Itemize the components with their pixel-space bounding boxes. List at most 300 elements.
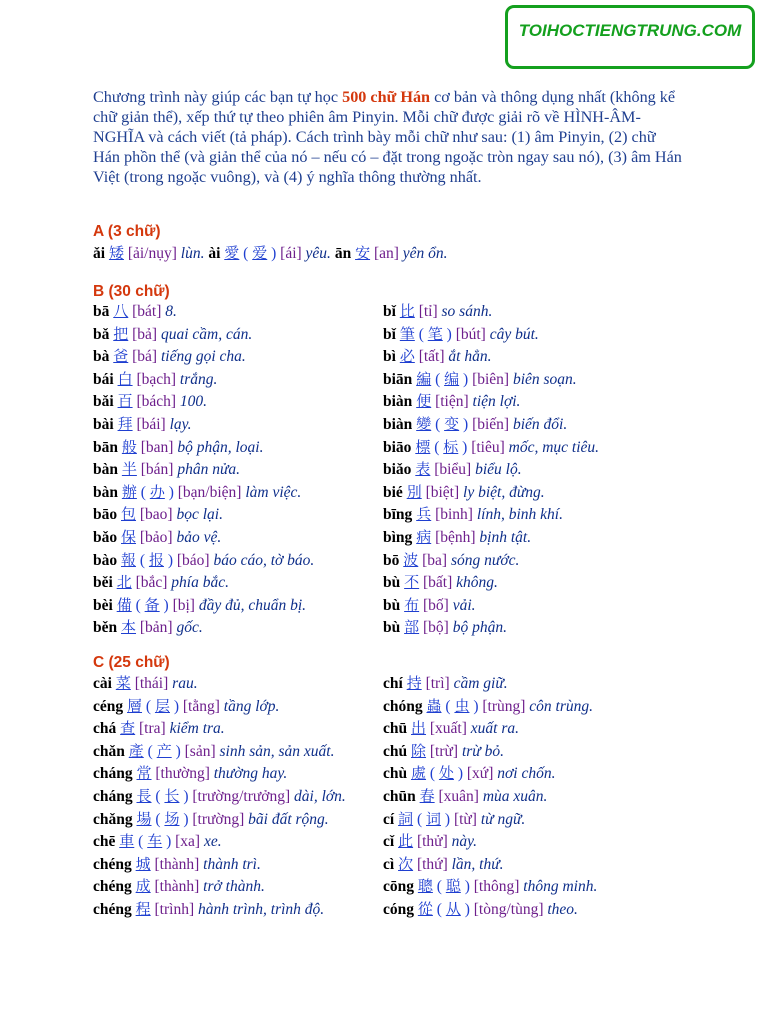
meaning: sinh sản, sản xuất. — [219, 742, 335, 760]
hanzi-link: 城 — [135, 854, 151, 873]
dictionary-entry — [383, 503, 599, 526]
meaning: lần, thứ. — [451, 855, 504, 873]
paren-close: ) — [159, 596, 169, 614]
paren-close: ) — [169, 697, 180, 715]
paren-open: ( — [426, 765, 439, 783]
dictionary-entry — [383, 594, 599, 617]
hanzi-link: 程 — [135, 899, 151, 918]
dictionary-entry — [383, 740, 597, 763]
meaning: làm việc. — [245, 483, 302, 501]
simplified-hanzi-link: 标 — [443, 437, 459, 456]
simplified-hanzi-link: 从 — [445, 899, 461, 918]
meaning: không. — [456, 574, 498, 592]
paren-open: ( — [142, 697, 155, 715]
han-viet-reading: [bệnh] — [435, 528, 476, 546]
meaning: phía bắc. — [171, 574, 229, 592]
paren-open: ( — [431, 370, 445, 388]
pinyin: bì — [383, 348, 396, 366]
dictionary-entry — [93, 717, 346, 740]
hanzi-link: 變 — [416, 414, 432, 433]
pinyin: cǐ — [383, 833, 395, 851]
paren-open: ( — [131, 596, 145, 614]
pinyin: bǎo — [93, 528, 118, 546]
dictionary-entry — [93, 481, 314, 504]
paren-close: ) — [460, 878, 470, 896]
hanzi-link: 辦 — [121, 482, 137, 501]
han-viet-reading: [thành] — [154, 855, 200, 873]
meaning: quai cầm, cán. — [160, 325, 253, 343]
han-viet-reading: [sản] — [184, 742, 216, 760]
han-viet-reading: [bán] — [140, 461, 174, 479]
dictionary-entry — [383, 345, 599, 368]
meaning: biên soạn. — [512, 370, 577, 388]
section-c-left-column — [93, 672, 346, 921]
pinyin: bào — [93, 551, 118, 569]
han-viet-reading: [bao] — [139, 506, 173, 524]
paren-open: ( — [134, 833, 148, 851]
pinyin: bǐ — [383, 303, 396, 320]
intro-text-1: Chương trình này giúp các bạn tự học — [93, 88, 343, 106]
meaning: biến đổi. — [512, 415, 568, 433]
han-viet-reading: [xuân] — [438, 787, 479, 805]
intro-paragraph — [93, 87, 683, 187]
hanzi-link: 般 — [121, 437, 137, 456]
pinyin: cí — [383, 810, 395, 828]
han-viet-reading: [an] — [373, 245, 399, 262]
pinyin: bō — [383, 551, 400, 569]
pinyin: biǎo — [383, 461, 412, 479]
dictionary-entry — [383, 717, 597, 740]
paren-open: ( — [151, 787, 165, 805]
han-viet-reading: [trì] — [425, 675, 450, 692]
meaning: bịnh tật. — [479, 528, 532, 546]
hanzi-link: 層 — [127, 696, 143, 715]
han-viet-reading: [bảo] — [139, 528, 173, 546]
dictionary-entry — [383, 481, 599, 504]
hanzi-link: 愛 — [224, 244, 240, 262]
pinyin: bù — [383, 574, 401, 592]
meaning: yêu. — [305, 245, 331, 262]
pinyin: cóng — [383, 900, 414, 918]
dictionary-entry — [383, 616, 599, 639]
han-viet-reading: [bố] — [423, 596, 449, 614]
hanzi-link: 編 — [416, 369, 432, 388]
dictionary-entry — [383, 390, 599, 413]
paren-open: ( — [151, 810, 165, 828]
paren-open: ( — [136, 551, 149, 569]
hanzi-link: 不 — [404, 573, 420, 592]
dictionary-entry — [383, 323, 599, 346]
meaning: cầm giữ. — [453, 675, 508, 692]
meaning: ắt hẳn. — [448, 348, 492, 366]
dictionary-entry — [93, 503, 314, 526]
dictionary-entry — [383, 762, 597, 785]
pinyin: bà — [93, 348, 110, 366]
paren-close: ) — [458, 438, 468, 456]
hanzi-link: 持 — [406, 674, 422, 692]
meaning: vải. — [452, 596, 476, 614]
dictionary-entry — [383, 526, 599, 549]
meaning: trắng. — [179, 370, 218, 388]
paren-open: ( — [432, 878, 446, 896]
pinyin: běn — [93, 619, 118, 637]
pinyin: bù — [383, 596, 401, 614]
hanzi-link: 便 — [416, 392, 432, 411]
pinyin: bīng — [383, 506, 413, 524]
meaning: báo cáo, tờ báo. — [213, 551, 315, 569]
hanzi-link: 兵 — [416, 505, 432, 524]
simplified-hanzi-link: 变 — [444, 414, 460, 433]
hanzi-link: 春 — [419, 786, 435, 805]
meaning: mốc, mục tiêu. — [508, 438, 600, 456]
meaning: bọc lại. — [176, 506, 223, 524]
pinyin: biān — [383, 370, 413, 388]
simplified-hanzi-link: 车 — [147, 832, 163, 851]
pinyin: bàn — [93, 461, 118, 479]
pinyin: chéng — [93, 855, 132, 873]
pinyin: chú — [383, 742, 408, 760]
han-viet-reading: [tất] — [418, 348, 445, 366]
han-viet-reading: [tằng] — [182, 697, 220, 715]
pinyin: bǐ — [383, 325, 396, 343]
hanzi-link: 車 — [119, 832, 135, 851]
dictionary-entry — [383, 695, 597, 718]
han-viet-reading: [trình] — [154, 900, 195, 918]
han-viet-reading: [bả] — [132, 325, 158, 343]
hanzi-link: 本 — [121, 618, 137, 637]
hanzi-link: 爸 — [113, 347, 129, 366]
dictionary-entry — [93, 300, 314, 323]
simplified-hanzi-link: 场 — [164, 809, 180, 828]
hanzi-link: 部 — [404, 618, 420, 637]
dictionary-entry — [93, 594, 314, 617]
paren-close: ) — [459, 370, 469, 388]
dictionary-entry — [93, 898, 346, 921]
meaning: yên ổn. — [402, 245, 448, 262]
dictionary-entry — [383, 300, 599, 323]
hanzi-link: 矮 — [108, 244, 124, 262]
meaning: trở thành. — [203, 878, 265, 896]
dictionary-entry — [93, 345, 314, 368]
simplified-hanzi-link: 长 — [164, 786, 180, 805]
hanzi-link: 波 — [403, 550, 419, 569]
hanzi-link: 比 — [399, 302, 415, 320]
pinyin: chē — [93, 833, 116, 851]
simplified-hanzi-link: 产 — [156, 741, 172, 760]
meaning: 100. — [179, 393, 208, 411]
hanzi-link: 包 — [121, 505, 137, 524]
hanzi-link: 北 — [116, 573, 132, 592]
dictionary-entry — [383, 368, 599, 391]
han-viet-reading: [thử] — [416, 833, 448, 851]
meaning: gốc. — [176, 619, 203, 637]
dictionary-entry — [93, 436, 314, 459]
meaning: thường hay. — [213, 765, 288, 783]
pinyin: chū — [383, 720, 408, 738]
hanzi-link: 表 — [415, 460, 431, 479]
site-logo — [505, 5, 755, 69]
meaning: theo. — [547, 900, 578, 918]
paren-close: ) — [267, 245, 277, 262]
pinyin: cì — [383, 855, 395, 873]
hanzi-link: 備 — [116, 595, 132, 614]
meaning: kiểm tra. — [169, 720, 225, 738]
dictionary-entry — [93, 413, 314, 436]
paren-close: ) — [171, 742, 181, 760]
hanzi-link: 長 — [136, 786, 152, 805]
han-viet-reading: [trùng] — [482, 697, 526, 715]
pinyin: běi — [93, 574, 113, 592]
meaning: bộ phận. — [452, 619, 507, 637]
pinyin: bān — [93, 438, 118, 456]
meaning: bảo vệ. — [176, 528, 222, 546]
han-viet-reading: [xa] — [175, 833, 201, 851]
meaning: tiện lợi. — [472, 393, 521, 411]
pinyin: chǎn — [93, 742, 125, 760]
pinyin: chá — [93, 720, 117, 738]
paren-open: ( — [414, 325, 428, 343]
han-viet-reading: [trừ] — [429, 742, 459, 760]
han-viet-reading: [báo] — [176, 551, 210, 569]
han-viet-reading: [binh] — [435, 506, 473, 524]
intro-highlight: 500 chữ Hán — [342, 88, 431, 106]
simplified-hanzi-link: 爱 — [252, 244, 268, 262]
han-viet-reading: [tòng/tùng] — [473, 900, 544, 918]
hanzi-link: 出 — [411, 719, 427, 738]
simplified-hanzi-link: 层 — [154, 696, 170, 715]
han-viet-reading: [ái] — [280, 245, 302, 262]
hanzi-link: 產 — [128, 741, 144, 760]
pinyin: bāo — [93, 506, 118, 524]
pinyin: bǎ — [93, 325, 110, 343]
pinyin: ài — [208, 245, 221, 262]
meaning: từ ngữ. — [480, 810, 526, 828]
pinyin: cháng — [93, 787, 133, 805]
meaning: tầng lớp. — [223, 697, 280, 715]
hanzi-link: 查 — [120, 719, 136, 738]
hanzi-link: 百 — [117, 392, 133, 411]
section-title-b: B (30 chữ) — [93, 283, 170, 300]
pinyin: bái — [93, 370, 114, 388]
han-viet-reading: [từ] — [453, 810, 477, 828]
han-viet-reading: [bạch] — [136, 370, 177, 388]
meaning: sóng nước. — [450, 551, 520, 569]
paren-open: ( — [441, 697, 455, 715]
han-viet-reading: [bất] — [423, 574, 453, 592]
paren-open: ( — [430, 438, 444, 456]
pinyin: cài — [93, 675, 112, 692]
meaning: đầy đủ, chuẩn bị. — [198, 596, 307, 614]
pinyin: bàn — [93, 483, 118, 501]
hanzi-link: 筆 — [399, 324, 415, 343]
dictionary-entry — [383, 830, 597, 853]
dictionary-entry — [93, 762, 346, 785]
dictionary-entry — [383, 549, 599, 572]
dictionary-entry — [93, 368, 314, 391]
meaning: thành trì. — [203, 855, 261, 873]
paren-close: ) — [163, 551, 173, 569]
hanzi-link: 菜 — [115, 674, 131, 692]
paren-close: ) — [179, 787, 189, 805]
han-viet-reading: [tiện] — [435, 393, 469, 411]
dictionary-entry — [93, 571, 314, 594]
dictionary-entry — [383, 436, 599, 459]
hanzi-link: 病 — [416, 527, 432, 546]
hanzi-link: 次 — [398, 854, 414, 873]
pinyin: biàn — [383, 393, 413, 411]
meaning: cây bút. — [489, 325, 539, 343]
meaning: so sánh. — [441, 303, 493, 320]
pinyin: bìng — [383, 528, 413, 546]
hanzi-link: 八 — [113, 302, 129, 320]
pinyin: biàn — [383, 415, 413, 433]
meaning: lạy. — [169, 415, 192, 433]
dictionary-entry — [93, 808, 346, 831]
hanzi-link: 保 — [121, 527, 137, 546]
paren-open: ( — [143, 742, 157, 760]
dictionary-entry — [93, 672, 346, 695]
han-viet-reading: [bát] — [132, 303, 162, 320]
pinyin: bié — [383, 483, 403, 501]
paren-close: ) — [453, 765, 463, 783]
hanzi-link: 報 — [121, 550, 137, 569]
han-viet-reading: [biến] — [472, 415, 510, 433]
han-viet-reading: [ải/nụy] — [127, 245, 177, 262]
dictionary-entry — [93, 830, 346, 853]
han-viet-reading: [bộ] — [423, 619, 449, 637]
han-viet-reading: [ban] — [140, 438, 174, 456]
han-viet-reading: [bái] — [136, 415, 166, 433]
dictionary-entry — [383, 413, 599, 436]
simplified-hanzi-link: 备 — [144, 595, 160, 614]
meaning: dài, lớn. — [294, 787, 346, 805]
dictionary-entry — [383, 571, 599, 594]
han-viet-reading: [thành] — [154, 878, 200, 896]
dictionary-entry — [383, 853, 597, 876]
pinyin: chóng — [383, 697, 423, 715]
dictionary-entry — [93, 526, 314, 549]
hanzi-link: 布 — [404, 595, 420, 614]
hanzi-link: 必 — [399, 347, 415, 366]
section-title-c: C (25 chữ) — [93, 654, 170, 671]
han-viet-reading: [thái] — [134, 675, 169, 692]
hanzi-link: 除 — [411, 741, 427, 760]
hanzi-link: 此 — [398, 832, 414, 851]
han-viet-reading: [thứ] — [416, 855, 448, 873]
hanzi-link: 常 — [136, 764, 152, 783]
meaning: thông minh. — [523, 878, 598, 896]
dictionary-entry — [383, 785, 597, 808]
paren-open: ( — [136, 483, 150, 501]
dictionary-entry — [93, 458, 314, 481]
pinyin: ān — [334, 245, 352, 262]
section-c-right-column — [383, 672, 597, 921]
pinyin: bèi — [93, 596, 113, 614]
paren-close: ) — [460, 900, 470, 918]
paren-open: ( — [413, 810, 426, 828]
meaning: xe. — [203, 833, 222, 851]
hanzi-link: 拜 — [117, 414, 133, 433]
dictionary-entry — [93, 853, 346, 876]
meaning: côn trùng. — [529, 697, 594, 715]
hanzi-link: 從 — [417, 899, 433, 918]
meaning: hành trình, trình độ. — [198, 900, 325, 918]
han-viet-reading: [tra] — [139, 720, 166, 738]
han-viet-reading: [bắc] — [135, 574, 168, 592]
dictionary-entry — [93, 323, 314, 346]
pinyin: chéng — [93, 900, 132, 918]
han-viet-reading: [biên] — [472, 370, 510, 388]
meaning: biểu lộ. — [475, 461, 522, 479]
dictionary-entry — [383, 672, 597, 695]
meaning: 8. — [165, 303, 177, 320]
pinyin: biāo — [383, 438, 412, 456]
hanzi-link: 半 — [121, 460, 137, 479]
pinyin: bù — [383, 619, 401, 637]
pinyin: cōng — [383, 878, 414, 896]
dictionary-entry-line — [93, 242, 448, 265]
han-viet-reading: [xuất] — [429, 720, 467, 738]
meaning: rau. — [172, 675, 198, 692]
pinyin: chù — [383, 765, 408, 783]
hanzi-link: 把 — [113, 324, 129, 343]
simplified-hanzi-link: 处 — [438, 764, 454, 783]
meaning: ly biệt, đừng. — [463, 483, 545, 501]
dictionary-entry — [93, 875, 346, 898]
paren-open: ( — [431, 415, 445, 433]
hanzi-link: 別 — [406, 482, 422, 501]
han-viet-reading: [trường/trưởng] — [192, 787, 291, 805]
han-viet-reading: [biểu] — [434, 461, 472, 479]
pinyin: ǎi — [93, 245, 106, 262]
meaning: lính, binh khí. — [476, 506, 563, 524]
meaning: tiếng gọi cha. — [160, 348, 246, 366]
meaning: bộ phận, loại. — [177, 438, 264, 456]
paren-open: ( — [432, 900, 446, 918]
pinyin: chéng — [93, 878, 132, 896]
section-a-line — [93, 242, 448, 265]
meaning: mùa xuân. — [482, 787, 548, 805]
han-viet-reading: [bản] — [139, 619, 173, 637]
intro-text-2: cơ bản và thông dụng nhất (không kể chữ giản thể), xếp thứ tự theo phiên âm Pinyin. Mỗi chữ được giải rõ về HÌNH-ÂM-NGHĨA và cách viết (tả pháp). Cách trình bày mỗi chữ như sau: (1) âm Pinyin, (2) chữ Hán phồn thể (và giản thể của nó – nếu có – đặt trong ngoặc tròn ngay sau nó), (3) âm Hán Việt (trong ngoặc vuông), và (4) ý nghĩa thông thường nhất. — [93, 88, 682, 186]
section-b-left-column — [93, 300, 314, 639]
simplified-hanzi-link: 虫 — [454, 696, 470, 715]
site-logo-text: TOIHOCTIENGTRUNG.COM — [518, 21, 742, 40]
dictionary-entry — [383, 898, 597, 921]
dictionary-entry — [383, 808, 597, 831]
pinyin: chǎng — [93, 810, 133, 828]
meaning: này. — [451, 833, 478, 851]
han-viet-reading: [ba] — [422, 551, 448, 569]
paren-close: ) — [162, 833, 172, 851]
paren-close: ) — [459, 415, 469, 433]
han-viet-reading: [bách] — [136, 393, 177, 411]
han-viet-reading: [trường] — [192, 810, 245, 828]
simplified-hanzi-link: 聪 — [445, 877, 461, 896]
hanzi-link: 白 — [117, 369, 133, 388]
simplified-hanzi-link: 办 — [149, 482, 165, 501]
hanzi-link: 處 — [411, 764, 427, 783]
han-viet-reading: [xứ] — [466, 765, 494, 783]
pinyin: bā — [93, 303, 110, 320]
hanzi-link: 聰 — [417, 877, 433, 896]
dictionary-entry — [93, 695, 346, 718]
meaning: xuất ra. — [470, 720, 519, 738]
paren-close: ) — [164, 483, 174, 501]
section-title-a: A (3 chữ) — [93, 223, 161, 240]
pinyin: chūn — [383, 787, 416, 805]
pinyin: cháng — [93, 765, 133, 783]
